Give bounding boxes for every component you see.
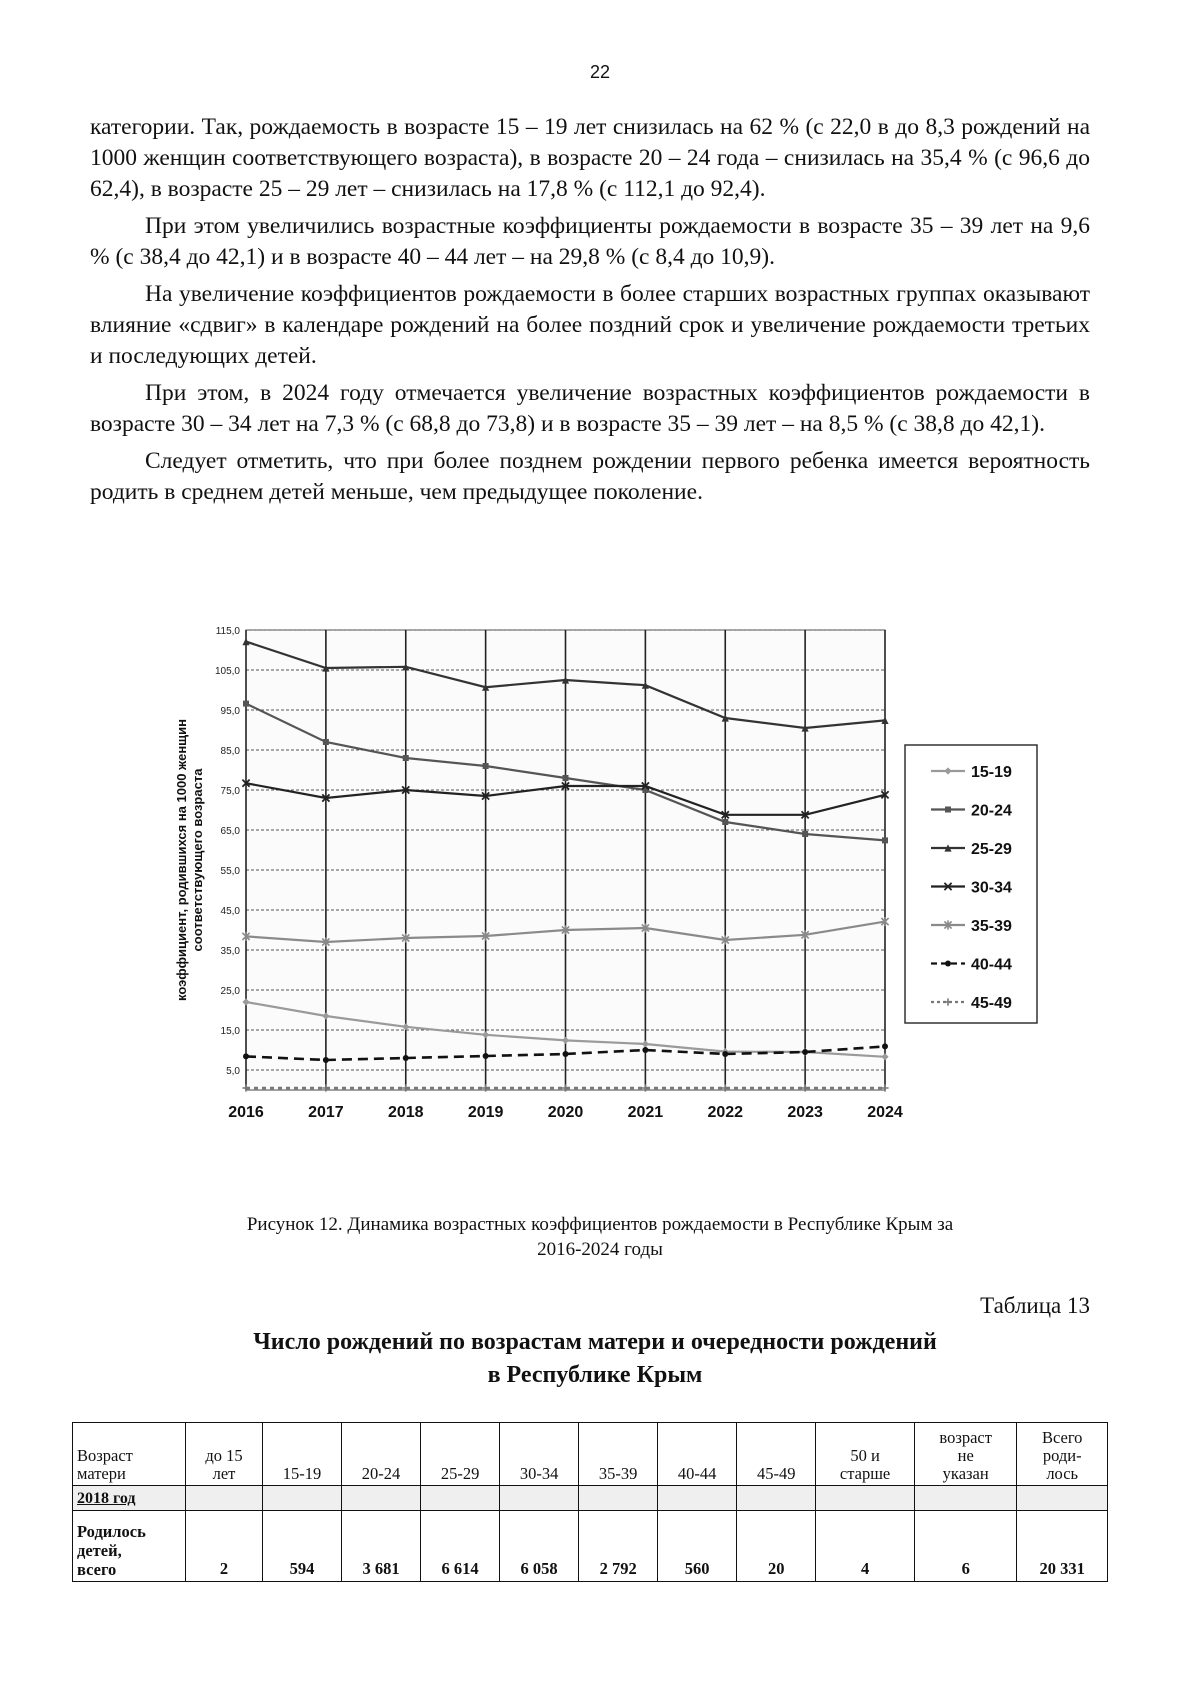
paragraph: Следует отметить, что при более позднем рождении первого ребенка имеется вероятность родить в среднем детей меньше, чем предыдущее поколение.	[90, 448, 1090, 505]
legend-label-30-34: 30-34	[971, 879, 1012, 897]
table-cell: 2 792	[579, 1511, 658, 1582]
data-point-40-44	[722, 1051, 728, 1057]
table-cell	[737, 1486, 816, 1511]
data-point-40-44	[243, 1053, 249, 1059]
table-cell	[421, 1486, 500, 1511]
paragraph: На увеличение коэффициентов рождаемости в более старших возрастных группах оказывают влияние «сдвиг» в календаре рождений на более поздний срок и увеличение рождаемости третьих и последующих детей.	[90, 281, 1090, 369]
x-tick-label: 2019	[467, 1104, 504, 1121]
table-cell: 2	[186, 1511, 263, 1582]
table-header-row	[73, 1423, 1108, 1486]
data-point-20-24	[802, 831, 808, 837]
y-tick-label: 5,0	[226, 1066, 240, 1077]
paragraph: категории. Так, рождаемость в возрасте 15 – 19 лет снизилась на 62 % (с 22,0 в до 8,3 рождений на 1000 женщин соответствующего возраста), в возрасте 20 – 24 года – снизилась на 35,4 % (с 96,6 до 62,4), в возрасте 25 – 29 лет – снизилась на 17,8 % (с 112,1 до 92,4).	[90, 114, 1090, 202]
page-number: 22	[589, 62, 611, 82]
legend-label-35-39: 35-39	[971, 918, 1012, 935]
header-cell: 30-34	[500, 1423, 579, 1486]
y-tick-label: 55,0	[220, 866, 240, 877]
data-point-20-24	[722, 819, 728, 825]
legend-marker-20-24	[945, 807, 951, 813]
header-cell: 15-19	[263, 1423, 342, 1486]
data-point-40-44	[323, 1057, 329, 1063]
x-tick-label: 2023	[787, 1104, 823, 1121]
legend-label-15-19: 15-19	[971, 764, 1012, 781]
table-cell: 560	[658, 1511, 737, 1582]
data-point-20-24	[403, 755, 409, 761]
figure-caption-line-2: 2016-2024 годы	[537, 1239, 663, 1260]
figure-caption-line-1: Рисунок 12. Динамика возрастных коэффициентов рождаемости в Республике Крым за	[246, 1214, 954, 1235]
y-tick-label: 75,0	[220, 786, 240, 797]
header-cell: 25-29	[421, 1423, 500, 1486]
data-point-40-44	[483, 1053, 489, 1059]
header-cell: возраст не указан	[914, 1423, 1016, 1486]
y-axis-label-line-1: коэффициент, родившихся на 1000 женщин	[174, 719, 189, 1001]
y-tick-label: 95,0	[220, 706, 240, 717]
table-cell	[658, 1486, 737, 1511]
table-cell	[342, 1486, 421, 1511]
data-point-20-24	[483, 763, 489, 769]
y-tick-label: 35,0	[220, 946, 240, 957]
table-cell: 20	[737, 1511, 816, 1582]
total-row	[73, 1511, 1108, 1582]
paragraph: При этом увеличились возрастные коэффициенты рождаемости в возрасте 35 – 39 лет на 9,6 % (с 38,4 до 42,1) и в возрасте 40 – 44 лет – на 29,8 % (с 8,4 до 10,9).	[90, 213, 1090, 270]
table-cell	[500, 1486, 579, 1511]
data-point-40-44	[642, 1047, 648, 1053]
y-tick-label: 115,0	[215, 626, 240, 637]
table-cell: 3 681	[342, 1511, 421, 1582]
table-cell: 20 331	[1017, 1511, 1108, 1582]
table-cell: 6	[914, 1511, 1016, 1582]
y-tick-label: 25,0	[220, 986, 240, 997]
header-cell: до 15 лет	[186, 1423, 263, 1486]
table-cell: 6 614	[421, 1511, 500, 1582]
data-point-40-44	[563, 1051, 569, 1057]
data-point-40-44	[802, 1049, 808, 1055]
data-point-20-24	[882, 837, 888, 843]
x-tick-label: 2017	[308, 1104, 344, 1121]
body-text	[90, 112, 1090, 514]
header-cell: Возраст матери	[73, 1423, 186, 1486]
header-cell: 50 и старше	[816, 1423, 915, 1486]
header-cell: 40-44	[658, 1423, 737, 1486]
y-tick-label: 105,0	[214, 666, 240, 677]
legend-marker-40-44	[945, 961, 951, 967]
data-point-20-24	[563, 775, 569, 781]
table-title-line-2: в Республике Крым	[487, 1362, 703, 1388]
legend-label-40-44: 40-44	[971, 956, 1012, 974]
table-cell	[1017, 1486, 1108, 1511]
x-tick-label: 2016	[228, 1104, 264, 1121]
paragraph: При этом, в 2024 году отмечается увеличение возрастных коэффициентов рождаемости в возрасте 30 – 34 лет на 7,3 % (с 68,8 до 73,8) и в возрасте 35 – 39 лет – на 8,5 % (с 38,8 до 42,1).	[90, 380, 1090, 437]
figure-caption	[90, 1212, 1110, 1262]
births-table	[72, 1422, 1108, 1582]
table-cell: 6 058	[500, 1511, 579, 1582]
legend-label-45-49: 45-49	[971, 995, 1012, 1012]
year-row	[73, 1486, 1108, 1511]
table-cell	[816, 1486, 915, 1511]
x-tick-label: 2024	[867, 1104, 903, 1121]
y-tick-label: 15,0	[220, 1026, 240, 1037]
table-cell	[914, 1486, 1016, 1511]
x-tick-label: 2018	[387, 1104, 424, 1121]
header-cell: 35-39	[579, 1423, 658, 1486]
table-title-line-1: Число рождений по возрастам матери и очередности рождений	[253, 1329, 937, 1355]
table-label: Таблица 13	[980, 1293, 1090, 1318]
x-tick-label: 2022	[707, 1104, 744, 1121]
table-cell	[263, 1486, 342, 1511]
legend-label-20-24: 20-24	[971, 802, 1012, 820]
x-tick-label: 2021	[627, 1104, 664, 1121]
data-point-20-24	[323, 739, 329, 745]
table-cell: 4	[816, 1511, 915, 1582]
legend-label-25-29: 25-29	[971, 841, 1012, 858]
header-cell: 20-24	[342, 1423, 421, 1486]
row-label: Родилось детей, всего	[73, 1511, 186, 1582]
header-cell: Всего роди- лось	[1017, 1423, 1108, 1486]
data-point-20-24	[243, 701, 249, 707]
year-cell: 2018 год	[73, 1486, 186, 1511]
y-tick-label: 45,0	[220, 906, 240, 917]
fertility-line-chart	[150, 615, 1150, 1195]
table-cell: 594	[263, 1511, 342, 1582]
table-title	[90, 1326, 1100, 1392]
table-cell	[579, 1486, 658, 1511]
data-point-40-44	[882, 1043, 888, 1049]
y-tick-label: 65,0	[220, 826, 240, 837]
data-point-40-44	[403, 1055, 409, 1061]
figure-12	[150, 615, 1150, 1195]
header-cell: 45-49	[737, 1423, 816, 1486]
x-tick-label: 2020	[547, 1104, 584, 1121]
y-axis-label-line-2: соответствующего возраста	[190, 768, 205, 952]
table-cell	[186, 1486, 263, 1511]
y-tick-label: 85,0	[220, 746, 240, 757]
